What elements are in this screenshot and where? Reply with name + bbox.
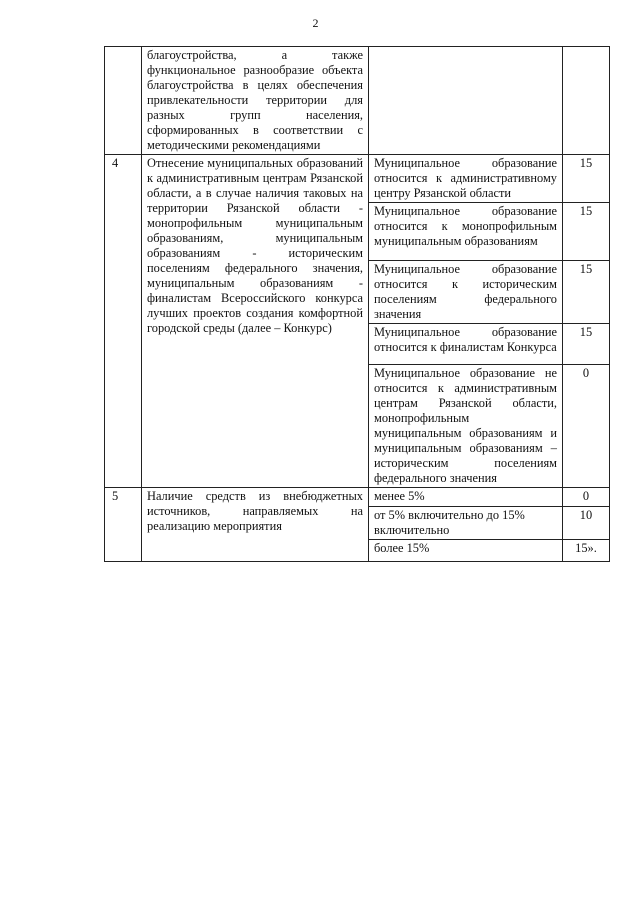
criterion-cell: Отнесение муниципальных образований к административным центрам Рязанской области, а в случае наличия таковых на территории Рязанской области - монопрофильным муниципальным образованиям, муниципальным образованиям - историческим поселениям федерального значения, муниципальным образованиям - финалистам Всероссийского конкурса лучших проектов создания комфортной городской среды (далее – Конкурс) [142, 155, 369, 488]
condition-cell: Муниципальное образование относится к монопрофильным муниципальным образованиям [369, 203, 563, 261]
points-cell: 15 [563, 155, 610, 203]
points-cell [563, 47, 610, 155]
points-cell: 15». [563, 540, 610, 562]
row-number-cell [105, 47, 142, 155]
table-row-4 [105, 155, 610, 203]
table-row-5 [105, 488, 610, 507]
condition-cell: более 15% [369, 540, 563, 562]
points-cell: 10 [563, 507, 610, 540]
condition-cell: Муниципальное образование не относится к административным центрам Рязанской области, монопрофильным муниципальным образованиям и муниципальным образованиям – историческим поселениям федерального значения [369, 365, 563, 488]
points-cell: 15 [563, 261, 610, 324]
points-cell: 0 [563, 488, 610, 507]
condition-cell: от 5% включительно до 15% включительно [369, 507, 563, 540]
points-cell: 0 [563, 365, 610, 488]
condition-cell [369, 47, 563, 155]
row-number-cell: 4 [105, 155, 142, 488]
criterion-cell: благоустройства, а также функциональное разнообразие объекта благоустройства в целях обеспечения привлекательности территории для разных групп населения, сформированных в соответствии с методическими рекомендациями [142, 47, 369, 155]
table-row-continuation [105, 47, 610, 155]
row-number-cell: 5 [105, 488, 142, 562]
condition-cell: Муниципальное образование относится к финалистам Конкурса [369, 324, 563, 365]
criterion-cell: Наличие средств из внебюджетных источников, направляемых на реализацию мероприятия [142, 488, 369, 562]
points-cell: 15 [563, 324, 610, 365]
points-cell: 15 [563, 203, 610, 261]
criteria-table [104, 46, 610, 562]
condition-cell: менее 5% [369, 488, 563, 507]
condition-cell: Муниципальное образование относится к административному центру Рязанской области [369, 155, 563, 203]
page-number: 2 [312, 16, 319, 30]
condition-cell: Муниципальное образование относится к историческим поселениям федерального значения [369, 261, 563, 324]
